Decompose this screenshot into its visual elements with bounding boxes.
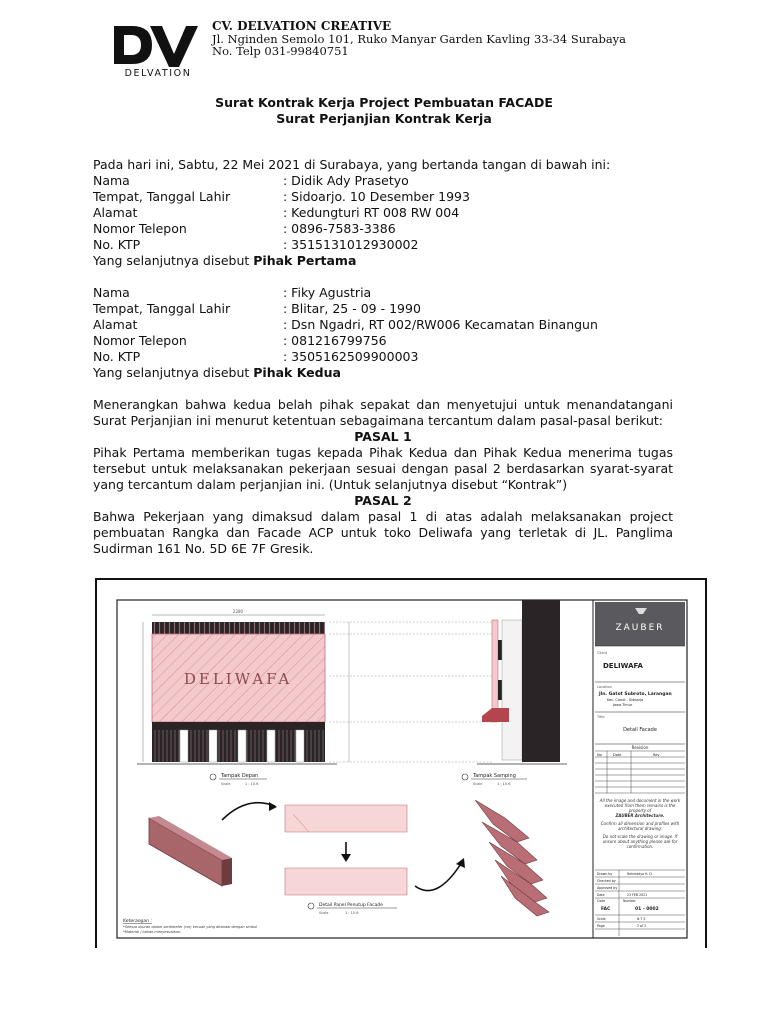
pihak-pertama-field-row bbox=[93, 237, 673, 253]
svg-text:DELVATION: DELVATION bbox=[124, 68, 192, 78]
side-view-label: Tampak Samping bbox=[473, 773, 516, 779]
svg-text:N T S: N T S bbox=[637, 917, 646, 921]
facade-drawing-svg bbox=[97, 580, 705, 948]
company-info bbox=[212, 20, 626, 58]
pihak-kedua-block bbox=[93, 285, 673, 365]
svg-text:1 : 10.6: 1 : 10.6 bbox=[345, 911, 359, 915]
svg-text:No: No bbox=[597, 753, 602, 757]
menerangkan-paragraph: Menerangkan bahwa kedua belah pihak sepakat dan menyetujui untuk menandatangani Surat Perjanjian ini menurut ketentuan sebagaimana tercantum dalam pasal-pasal berikut: bbox=[93, 397, 673, 428]
svg-text:Scale: Scale bbox=[597, 917, 606, 921]
svg-text:2280: 2280 bbox=[232, 609, 244, 614]
field-value: : Kedungturi RT 008 RW 004 bbox=[283, 205, 460, 220]
pihak-pertama-closing: Yang selanjutnya disebut Pihak Pertama bbox=[93, 253, 357, 268]
field-value: : Fiky Agustria bbox=[283, 285, 372, 300]
svg-text:Date: Date bbox=[613, 753, 622, 757]
svg-text:23 FEB 2021: 23 FEB 2021 bbox=[627, 893, 648, 897]
disclaimer: All the image and document in the work executed from them remains is the property of ZAUBER Architecture. Confirm all dimension and profiles with architectural drawing. Do not scale the drawing or image. If unsure about anything please ask for confirmation. bbox=[599, 798, 681, 849]
title-block bbox=[595, 602, 685, 936]
arrow-2 bbox=[415, 862, 462, 891]
note-2: *Material / bahan menyesuaikan. bbox=[123, 930, 182, 934]
letter-body bbox=[93, 157, 673, 557]
field-label: No. KTP bbox=[93, 349, 141, 364]
pihak-pertama-field-row bbox=[93, 189, 673, 205]
svg-text:1 : 10.6: 1 : 10.6 bbox=[497, 782, 511, 786]
side-view bbox=[462, 600, 567, 786]
field-label: Nama bbox=[93, 173, 130, 188]
pasal2-text: Bahwa Pekerjaan yang dimaksud dalam pasal 1 di atas adalah melaksanakan project pembuatan Rangka dan Facade ACP untuk toko Deliwafa yang terletak di JL. Panglima Sudirman 161 No. 5D 6E 7F Gresik. bbox=[93, 509, 673, 556]
client-name: DELIWAFA bbox=[603, 662, 643, 670]
note-1: *Semua ukuran dalam sentimeter (cm) kecuali yang ditandai dengan simbol bbox=[123, 925, 258, 929]
field-value: : Didik Ady Prasetyo bbox=[283, 173, 409, 188]
pihak-pertama-field-row bbox=[93, 205, 673, 221]
field-label: Alamat bbox=[93, 317, 138, 332]
field-label: Alamat bbox=[93, 205, 138, 220]
svg-text:Revision: Revision bbox=[631, 745, 649, 750]
canopy bbox=[482, 708, 509, 722]
arrow-1 bbox=[222, 803, 275, 820]
facade-drawing bbox=[95, 578, 707, 948]
pasal1-heading: PASAL 1 bbox=[354, 429, 412, 444]
svg-text:1 : 10.6: 1 : 10.6 bbox=[245, 782, 259, 786]
field-label: Tempat, Tanggal Lahir bbox=[93, 189, 231, 204]
letterhead bbox=[0, 0, 768, 82]
level-lines bbox=[329, 622, 492, 762]
field-value: : 0896-7583-3386 bbox=[283, 221, 396, 236]
panel-detail bbox=[123, 800, 549, 934]
svg-text:Code: Code bbox=[597, 899, 606, 903]
svg-text:Client: Client bbox=[597, 651, 608, 655]
front-view bbox=[137, 609, 337, 786]
pasal2-heading: PASAL 2 bbox=[354, 493, 412, 508]
svg-text:Scale: Scale bbox=[319, 911, 329, 915]
pihak-pertama-field-row bbox=[93, 173, 673, 189]
facade-sign: DELIWAFA bbox=[183, 670, 293, 688]
svg-text:Title: Title bbox=[597, 715, 605, 719]
document-subtitle: Surat Perjanjian Kontrak Kerja bbox=[276, 111, 492, 126]
arrow-down bbox=[341, 854, 351, 862]
company-name: CV. DELVATION CREATIVE bbox=[212, 19, 392, 33]
pihak-kedua-field-row bbox=[93, 333, 673, 349]
svg-text:Rahmadya H. D.: Rahmadya H. D. bbox=[627, 872, 653, 876]
delvation-logo bbox=[112, 22, 204, 78]
svg-text:Kec. Candi - Sidoarjo: Kec. Candi - Sidoarjo bbox=[607, 698, 644, 702]
pasal1-text: Pihak Pertama memberikan tugas kepada Pihak Kedua dan Pihak Kedua menerima tugas tersebut untuk melaksanakan pekerjaan sesuai dengan pasal 2 berdasarkan syarat-syarat yang tercantum dalam perjanjian ini. (Untuk selanjutnya disebut “Kontrak”) bbox=[93, 445, 673, 492]
field-label: Nama bbox=[93, 285, 130, 300]
svg-text:Jln. Gatot Subroto, Larangan: Jln. Gatot Subroto, Larangan bbox=[599, 692, 672, 697]
pihak-kedua-field-row bbox=[93, 301, 673, 317]
svg-text:2 of 2: 2 of 2 bbox=[637, 924, 647, 928]
svg-text:Approved by: Approved by bbox=[597, 886, 618, 890]
field-label: Nomor Telepon bbox=[93, 221, 187, 236]
field-value: : 3505162509900003 bbox=[283, 349, 419, 364]
field-label: No. KTP bbox=[93, 237, 141, 252]
field-value: : Blitar, 25 - 09 - 1990 bbox=[283, 301, 421, 316]
company-phone: No. Telp 031-99840751 bbox=[212, 44, 349, 58]
panel-detail-label: Detail Panel Penutup Facade bbox=[319, 903, 383, 908]
drawing-number: 01 - 0002 bbox=[635, 907, 659, 912]
field-value: : Dsn Ngadri, RT 002/RW006 Kecamatan Binangun bbox=[283, 317, 598, 332]
pihak-kedua-closing: Yang selanjutnya disebut Pihak Kedua bbox=[93, 365, 341, 380]
svg-text:Checked by: Checked by bbox=[597, 879, 616, 883]
keterangan-label: Keterangan : bbox=[123, 919, 152, 924]
intro-line: Pada hari ini, Sabtu, 22 Mei 2021 di Surabaya, yang bertanda tangan di bawah ini: bbox=[93, 157, 611, 172]
roof-slats bbox=[152, 622, 325, 634]
field-label: Nomor Telepon bbox=[93, 333, 187, 348]
panel-flat-bottom bbox=[285, 868, 407, 895]
field-label: Tempat, Tanggal Lahir bbox=[93, 301, 231, 316]
pihak-pertama-block bbox=[93, 173, 673, 253]
svg-text:Scale: Scale bbox=[221, 782, 231, 786]
sheet-title: Detail Facade bbox=[623, 727, 657, 733]
pihak-kedua-field-row bbox=[93, 285, 673, 301]
document-title: Surat Kontrak Kerja Project Pembuatan FACADE bbox=[215, 95, 553, 110]
svg-text:Rev: Rev bbox=[653, 753, 660, 757]
pihak-kedua-field-row bbox=[93, 349, 673, 365]
svg-text:Page: Page bbox=[597, 924, 605, 928]
panel-flat-top bbox=[285, 805, 407, 832]
revision-table bbox=[595, 751, 685, 793]
svg-text:FAC: FAC bbox=[601, 907, 611, 912]
svg-text:Drawn by: Drawn by bbox=[597, 872, 613, 876]
svg-text:Location: Location bbox=[597, 685, 612, 689]
svg-text:Date: Date bbox=[597, 893, 605, 897]
pihak-kedua-field-row bbox=[93, 317, 673, 333]
svg-text:Number: Number bbox=[623, 899, 636, 903]
panel-assembly bbox=[475, 800, 549, 916]
company-address: Jl. Nginden Semolo 101, Ruko Manyar Garden Kavling 33-34 Surabaya bbox=[212, 31, 627, 46]
svg-text:Scale: Scale bbox=[473, 782, 483, 786]
front-view-label: Tampak Depan bbox=[221, 773, 259, 779]
field-value: : Sidoarjo. 10 Desember 1993 bbox=[283, 189, 470, 204]
svg-text:Jawa Timur: Jawa Timur bbox=[613, 703, 633, 707]
zauber-brand: ZAUBER bbox=[615, 623, 665, 633]
field-value: : 3515131012930002 bbox=[283, 237, 419, 252]
field-value: : 081216799756 bbox=[283, 333, 387, 348]
pihak-pertama-field-row bbox=[93, 221, 673, 237]
building-mass bbox=[522, 600, 560, 762]
front-beam bbox=[152, 722, 325, 730]
